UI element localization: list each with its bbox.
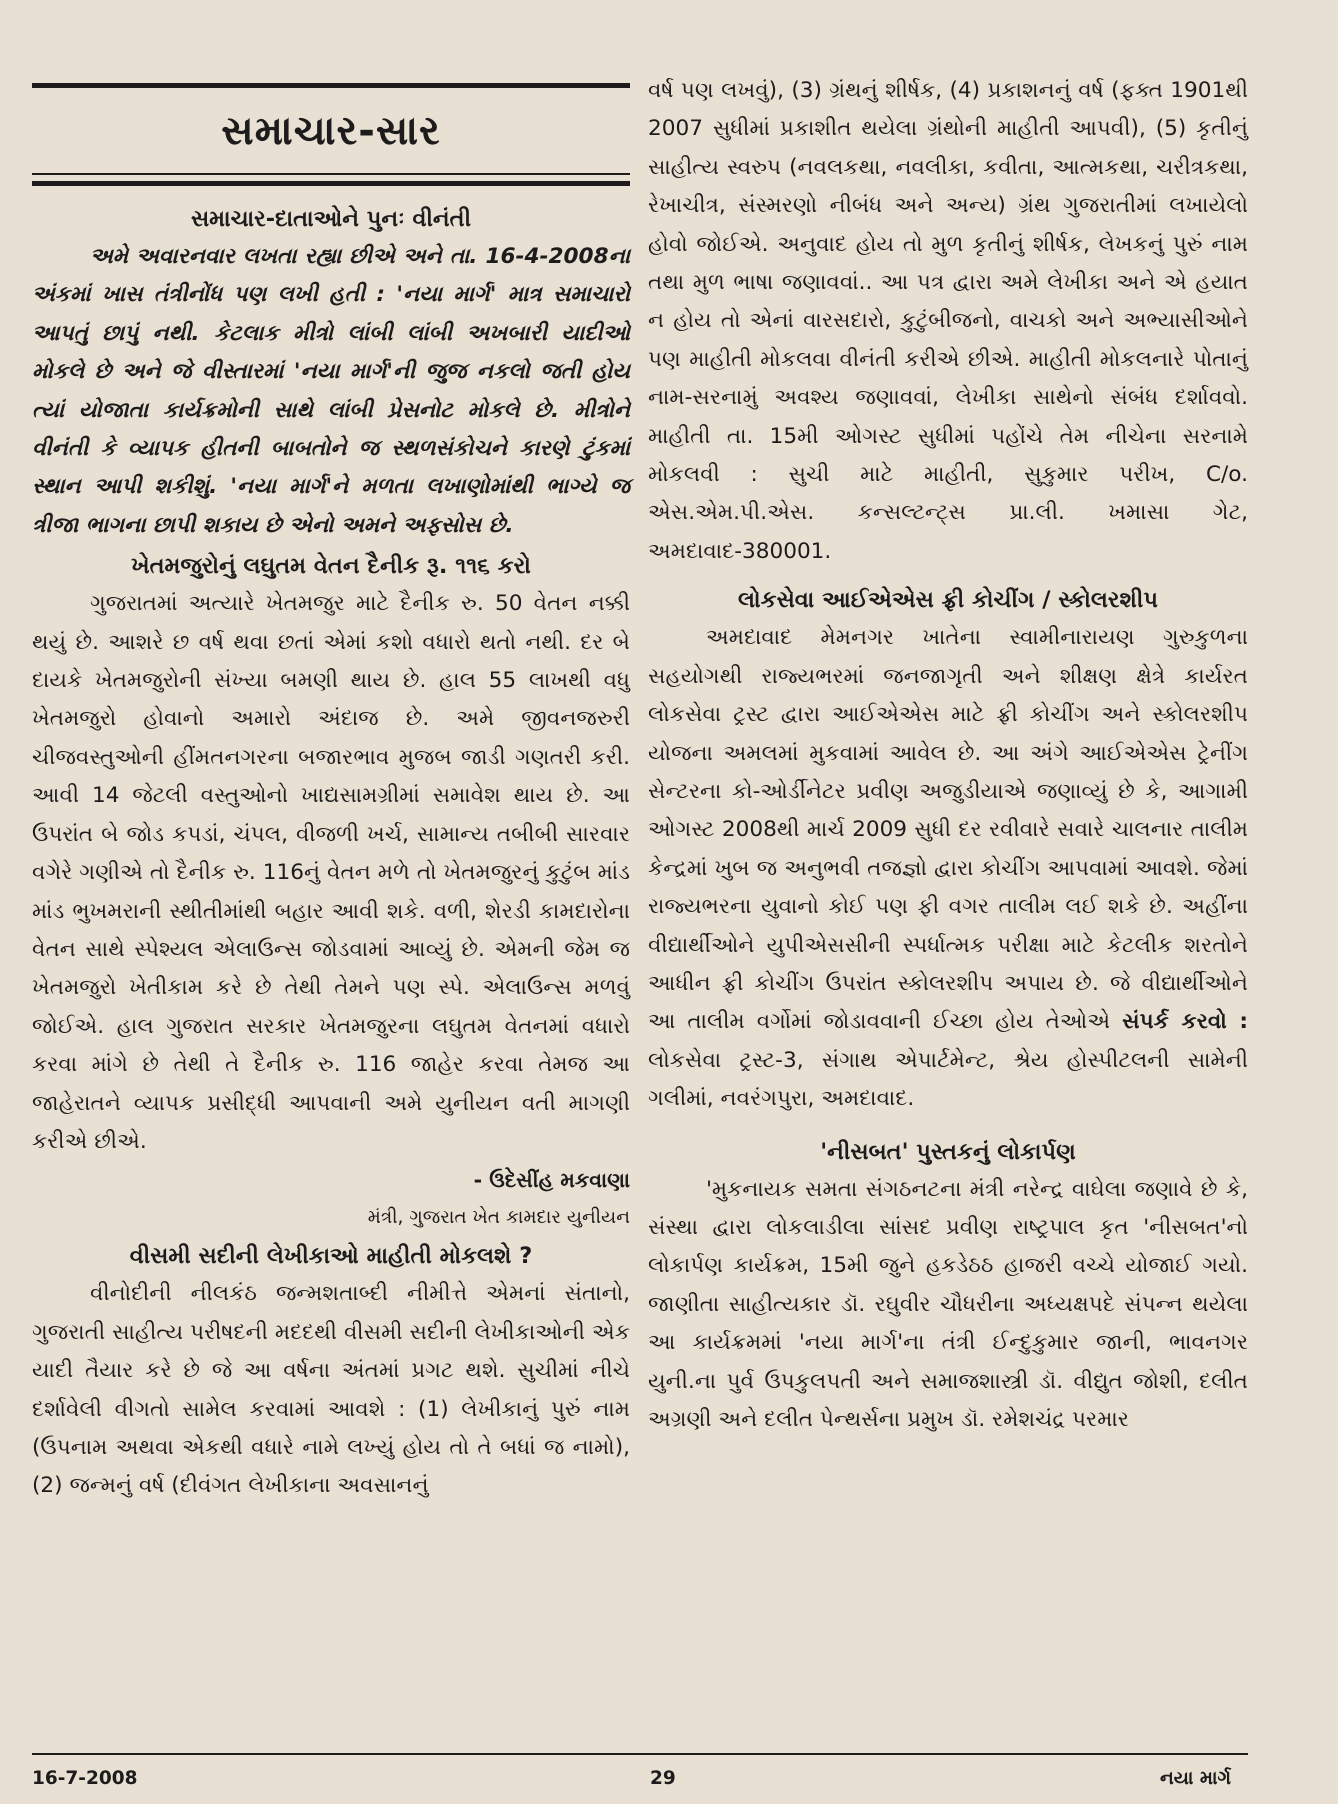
- right-column: [648, 72, 1248, 1439]
- masthead-bottom-rule-2: [32, 181, 630, 186]
- heading-book-launch: 'નીસબત' પુસ્તકનું લોકાર્પણ: [820, 1138, 1076, 1165]
- footer-publication-name: નયા માર્ગ: [1160, 1768, 1232, 1789]
- editorial-note: અમે અવારનવાર લખતા રહ્યા છીએ અને તા. 16-4-2008ના અંકમાં ખાસ તંત્રીનોંધ પણ લખી હતી : 'નયા માર્ગ' માત્ર સમાચારો આપતું છાપું નથી. કેટલાક મીત્રો લાંબી લાંબી અખબારી યાદીઓ મોકલે છે અને જે વીસ્તારમાં 'નયા માર્ગ'ની જુજ નકલો જતી હોય ત્યાં યોજાતા કાર્યક્રમોની સાથે લાંબી પ્રેસનોટ મોકલે છે. મીત્રોને વીનંતી કે વ્યાપક હીતની બાબતોને જ સ્થળસંકોચને કારણે ટુંકમાં સ્થાન આપી શકીશું. 'નયા માર્ગ'ને મળતા લખાણોમાંથી ભાગ્યે જ ત્રીજા ભાગના છાપી શકાય છે એનો અમને અફસોસ છે.: [32, 244, 630, 538]
- heading-ias-coaching: લોકસેવા આઈએએસ ફ્રી કોચીંગ / સ્કોલરશીપ: [738, 587, 1158, 614]
- contact-address: લોકસેવા ટ્રસ્ટ-3, સંગાથ એપાર્ટમેન્ટ, શ્રેય હોસ્પીટલની સામેની ગલીમાં, નવરંગપુરા, અમદાવાદ.: [648, 1047, 1248, 1112]
- heading-women-writers: વીસમી સદીની લેખીકાઓ માહીતી મોકલશે ?: [129, 1243, 533, 1270]
- signature-name: - ઉદેસીંહ મકવાણા: [473, 1168, 630, 1193]
- footer-rule: [32, 1753, 1248, 1755]
- signature-title: મંત્રી, ગુજરાત ખેત કામદાર યુનીયન: [367, 1207, 630, 1229]
- article-women-writers: વીનોદીની નીલકંઠ જન્મશતાબ્દી નીમીત્તે એમનાં સંતાનો, ગુજરાતી સાહીત્ય પરીષદની મદદથી વીસમી સદીની લેખીકાઓની એક યાદી તૈયાર કરે છે જે આ વર્ષના અંતમાં પ્રગટ થશે. સુચીમાં નીચે દર્શાવેલી વીગતો સામેલ કરવામાં આવશે : (1) લેખીકાનું પુરું નામ (ઉપનામ અથવા એકથી વધારે નામે લખ્યું હોય તો તે બધાં જ નામો), (2) જન્મનું વર્ષ (દીવંગત લેખીકાના અવસાનનું: [32, 1281, 630, 1499]
- article-ias-coaching: [648, 619, 1248, 1118]
- heading-wages: ખેતમજુરોનું લઘુતમ વેતન દૈનીક રૂ. ૧૧૬ કરો: [131, 553, 531, 580]
- article-book-launch: 'મુકનાયક સમતા સંગઠનટના મંત્રી નરેન્દ્ર વાઘેલા જણાવે છે કે, સંસ્થા દ્વારા લોકલાડીલા સાંસદ પ્રવીણ રાષ્ટ્રપાલ કૃત 'નીસબત'નો લોકાર્પણ કાર્યક્રમ, 15મી જુને હકડેઠઠ હાજરી વચ્ચે યોજાઈ ગયો. જાણીતા સાહીત્યકાર ડૉ. રઘુવીર ચૌધરીના અધ્યક્ષપદે સંપન્ન થયેલા આ કાર્યક્રમમાં 'નયા માર્ગ'ના તંત્રી ઈન્દુકુમાર જાની, ભાવનગર યુની.ના પુર્વ ઉપકુલપતી અને સમાજશાસ્ત્રી ડૉ. વીદ્યુત જોશી, દલીત અગ્રણી અને દલીત પેન્થર્સના પ્રમુખ ડૉ. રમેશચંદ્ર પરમાર: [648, 1176, 1248, 1432]
- heading-request: સમાચાર-દાતાઓને પુનઃ વીનંતી: [190, 206, 472, 232]
- ias-body: અમદાવાદ મેમનગર ખાતેના સ્વામીનારાયણ ગુરુકુળના સહયોગથી રાજ્યભરમાં જનજાગૃતી અને શીક્ષણ ક્ષેત્રે કાર્યરત લોકસેવા ટ્રસ્ટ દ્વારા આઈએએસ માટે ફ્રી કોચીંગ અને સ્કોલરશીપ યોજના અમલમાં મુકવામાં આવેલ છે. આ અંગે આઈએએસ ટ્રેનીંગ સેન્ટરના કો-ઓર્ડીનેટર પ્રવીણ અજુડીયાએ જણાવ્યું છે કે, આગામી ઓગસ્ટ 2008થી માર્ચ 2009 સુધી દર રવીવારે સવારે ચાલનાર તાલીમ કેન્દ્રમાં ખુબ જ અનુભવી તજજ્ઞો દ્વારા કોચીંગ આપવામાં આવશે. જેમાં રાજ્યભરના યુવાનો કોઈ પણ ફી વગર તાલીમ લઈ શકે છે. અહીંના વીદ્યાર્થીઓને યુપીએસસીની સ્પર્ધાત્મક પરીક્ષા માટે કેટલીક શરતોને આધીન ફ્રી કોચીંગ ઉપરાંત સ્કોલરશીપ અપાય છે. જે વીદ્યાર્થીઓને આ તાલીમ વર્ગોમાં જોડાવવાની ઈચ્છા હોય તેઓએ: [648, 625, 1248, 1035]
- article-wages: ગુજરાતમાં અત્યારે ખેતમજુર માટે દૈનીક રુ. 50 વેતન નક્કી થયું છે. આશરે છ વર્ષ થવા છતાં એમાં કશો વધારો થતો નથી. દર બે દાયકે ખેતમજુરોની સંખ્યા બમણી થાય છે. હાલ 55 લાખથી વધુ ખેતમજુરો હોવાનો અમારો અંદાજ છે. અમે જીવનજરુરી ચીજવસ્તુઓની હીંમતનગરના બજારભાવ મુજબ જાડી ગણતરી કરી. આવી 14 જેટલી વસ્તુઓનો ખાદ્યસામગ્રીમાં સમાવેશ થાય છે. આ ઉપરાંત બે જોડ કપડાં, ચંપલ, વીજળી ખર્ચ, સામાન્ય તબીબી સારવાર વગેરે ગણીએ તો દૈનીક રુ. 116નું વેતન મળે તો ખેતમજુરનું કુટુંબ માંડ માંડ ભુખમરાની સ્થીતીમાંથી બહાર આવી શકે. વળી, શેરડી કામદારોના વેતન સાથે સ્પેશ્યલ એલાઉન્સ જોડવામાં આવ્યું છે. એમની જેમ જ ખેતમજુરો ખેતીકામ કરે છે તેથી તેમને પણ સ્પે. એલાઉન્સ મળવું જોઈએ. હાલ ગુજરાત સરકાર ખેતમજુરના લઘુતમ વેતનમાં વધારો કરવા માંગે છે તેથી તે દૈનીક રુ. 116 જાહેર કરવા તેમજ આ જાહેરાતને વ્યાપક પ્રસીદ્ધી આપવાની અમે યુનીયન વતી માગણી કરીએ છીએ.: [32, 591, 630, 1154]
- footer-page-number: 29: [650, 1768, 676, 1789]
- contact-label: સંપર્ક કરવો :: [1122, 1009, 1248, 1035]
- section-masthead: સમાચાર-સાર: [221, 108, 441, 154]
- article-women-writers-cont: વર્ષ પણ લખવું), (3) ગ્રંથનું શીર્ષક, (4) પ્રકાશનનું વર્ષ (ફક્ત 1901થી 2007 સુધીમાં પ્રકાશીત થયેલા ગ્રંથોની માહીતી આપવી), (5) કૃતીનું સાહીત્ય સ્વરુપ (નવલકથા, નવલીકા, કવીતા, આત્મકથા, ચરીત્રકથા, રેખાચીત્ર, સંસ્મરણો નીબંધ અને અન્ય) ગ્રંથ ગુજરાતીમાં લખાયેલો હોવો જોઈએ. અનુવાદ હોય તો મુળ કૃતીનું શીર્ષક, લેખકનું પુરું નામ તથા મુળ ભાષા જણાવવાં.. આ પત્ર દ્વારા અમે લેખીકા અને એ હયાત ન હોય તો એનાં વારસદારો, કુટુંબીજનો, વાચકો અને અભ્યાસીઓને પણ માહીતી મોકલવા વીનંતી કરીએ છીએ. માહીતી મોકલનારે પોતાનું નામ-સરનામું અવશ્ય જણાવવાં, લેખીકા સાથેનો સંબંધ દર્શાવવો. માહીતી તા. 15મી ઓગસ્ટ સુધીમાં પહોંચે તેમ નીચેના સરનામે મોકલવી : સુચી માટે માહીતી, સુકુમાર પરીખ, C/o. એસ.એમ.પી.એસ. કન્સલ્ટન્ટ્સ પ્રા.લી. ખમાસા ગેટ, અમદાવાદ-380001.: [648, 78, 1248, 564]
- left-column: [32, 200, 630, 1506]
- masthead-top-rule: [32, 83, 630, 88]
- masthead-bottom-rule-1: [32, 173, 630, 175]
- footer-date: 16-7-2008: [32, 1768, 138, 1789]
